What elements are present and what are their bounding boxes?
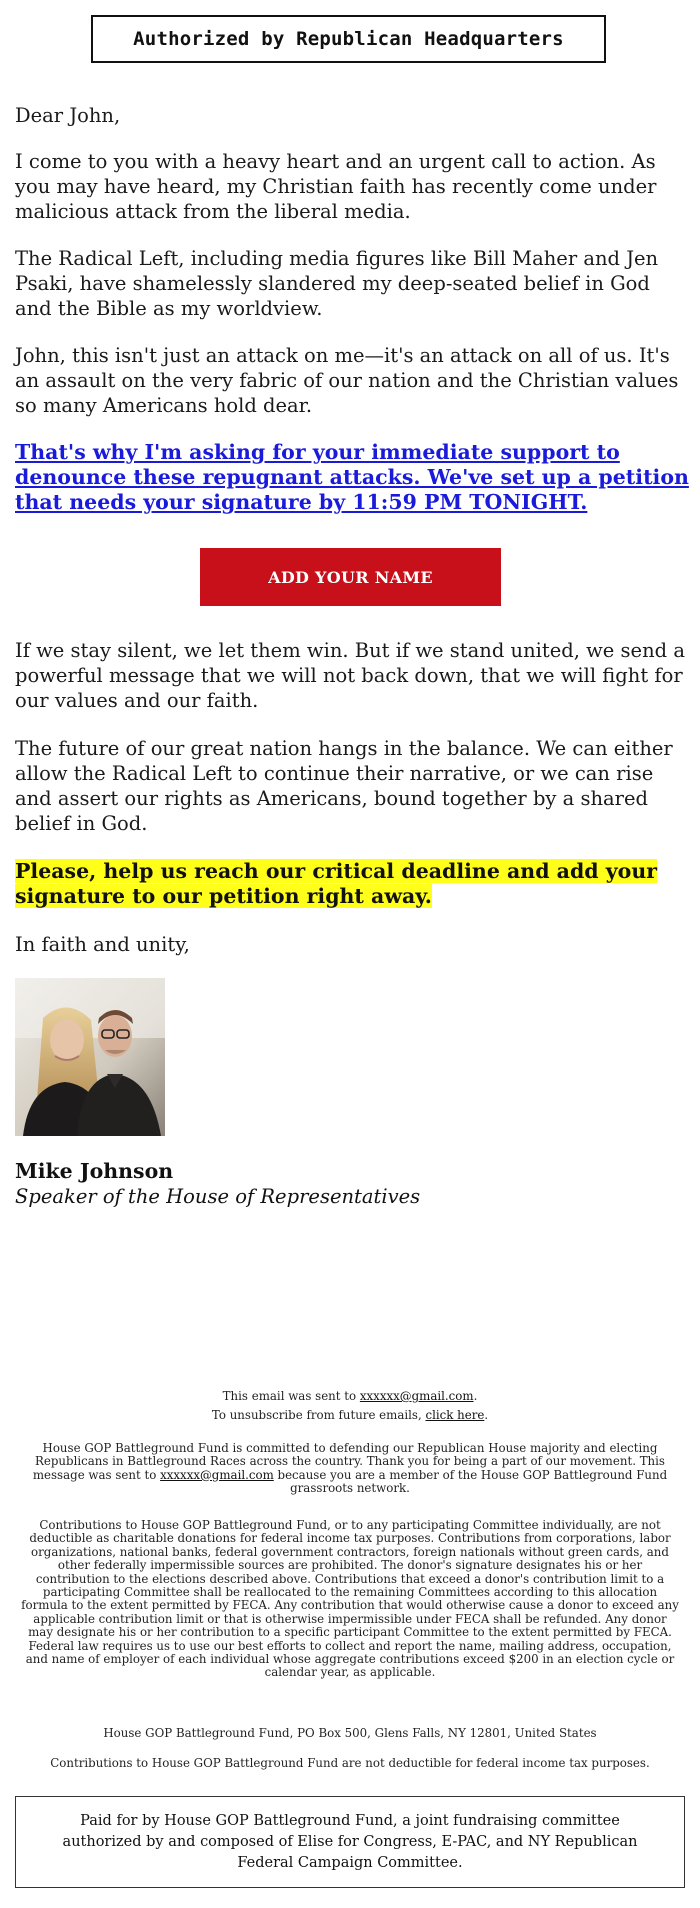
footer-sent-to	[20, 1390, 680, 1403]
letter-paragraph-4: If we stay silent, we let them win. But if we stand united, we send a powerful message that we will not back down, that we will fight for our values and our faith.	[15, 639, 685, 712]
signer-name: Mike Johnson	[15, 1159, 174, 1183]
letter-paragraph-1: I come to you with a heavy heart and an urgent call to action. As you may have heard, my Christian faith has recently come under malicious attack from the liberal media.	[15, 150, 657, 223]
signer-photo	[15, 978, 165, 1136]
footer-mission-statement	[20, 1442, 680, 1496]
footer-sent-prefix: This email was sent to	[222, 1389, 360, 1403]
signer-photo-image	[15, 978, 165, 1136]
footer-mission-email-link[interactable]: xxxxxx@gmail.com	[160, 1467, 274, 1482]
footer-mailing-address: House GOP Battleground Fund, PO Box 500, Glens Falls, NY 12801, United States	[103, 1726, 597, 1740]
footer-contribution-disclaimer: Contributions to House GOP Battleground Fund, or to any participating Committee individually, are not deductible as charitable donations for federal income tax purposes. Contributions from corporations, labor organizations, national banks, federal government contractors, foreign nationals without green cards, and other federally impermissible sources are prohibited. The donor's signature designates his or her contribution to the elections described above. Contributions that exceed a donor's contribution limit to a participating Committee shall be reallocated to the remaining Committees according to this allocation formula to the extent permitted by FECA. Any contribution that would otherwise cause a donor to exceed any applicable contribution limit or that is otherwise impermissible under FECA shall be refunded. Any donor may designate his or her contribution to a specific participant Committee to the extent permitted by FECA. Federal law requires us to use our best efforts to collect and report the name, mailing address, occupation, and name of employer of each individual whose aggregate contributions exceed $200 in an election cycle or calendar year, as applicable.	[21, 1518, 679, 1680]
letter-paragraph-2: The Radical Left, including media figures like Bill Maher and Jen Psaki, have shamelessly slandered my deep-seated belief in God and the Bible as my worldview.	[15, 247, 659, 320]
unsubscribe-link[interactable]: click here	[425, 1408, 485, 1422]
letter-greeting: Dear John,	[15, 104, 121, 127]
add-your-name-button[interactable]: ADD YOUR NAME	[200, 548, 501, 606]
letter-paragraph-5: The future of our great nation hangs in the balance. We can either allow the Radical Left to continue their narrative, or we can rise and assert our rights as Americans, bound together by a shared belief in God.	[15, 737, 673, 835]
footer-sent-suffix: .	[473, 1389, 478, 1403]
footer-unsub-prefix: To unsubscribe from future emails,	[211, 1408, 426, 1422]
paid-for-disclaimer: Paid for by House GOP Battleground Fund, a joint fundraising committee authorized by and composed of Elise for Congress, E-PAC, and NY Republican Federal Campaign Committee.	[15, 1796, 685, 1888]
authorized-by-banner: Authorized by Republican Headquarters	[91, 15, 606, 63]
footer-unsub-suffix: .	[484, 1408, 489, 1422]
signer-title: Speaker of the House of Representatives	[15, 1185, 421, 1208]
footer-nondeductible-notice: Contributions to House GOP Battleground Fund are not deductible for federal income tax purposes.	[50, 1756, 650, 1770]
petition-cta-link[interactable]: That's why I'm asking for your immediate support to denounce these repugnant attacks. We've set up a petition that needs your signature by 11:59 PM TONIGHT.	[15, 440, 689, 514]
footer-unsubscribe	[20, 1409, 680, 1422]
highlighted-appeal	[15, 859, 685, 909]
footer-mission-after: because you are a member of the House GOP Battleground Fund grassroots network.	[273, 1467, 668, 1496]
letter-paragraph-3: John, this isn't just an attack on me—it's an attack on all of us. It's an assault on the very fabric of our nation and the Christian values so many Americans hold dear.	[15, 344, 679, 417]
highlighted-appeal-text: Please, help us reach our critical deadline and add your signature to our petition right away.	[15, 859, 658, 908]
footer-recipient-email-link[interactable]: xxxxxx@gmail.com	[359, 1389, 474, 1403]
letter-closing: In faith and unity,	[15, 933, 190, 956]
footer-mission-before: House GOP Battleground Fund is committed to defending our Republican House majority and electing Republicans in Battleground Races across the country. Thank you for being a part of our movement. This message was sent to	[32, 1441, 665, 1482]
